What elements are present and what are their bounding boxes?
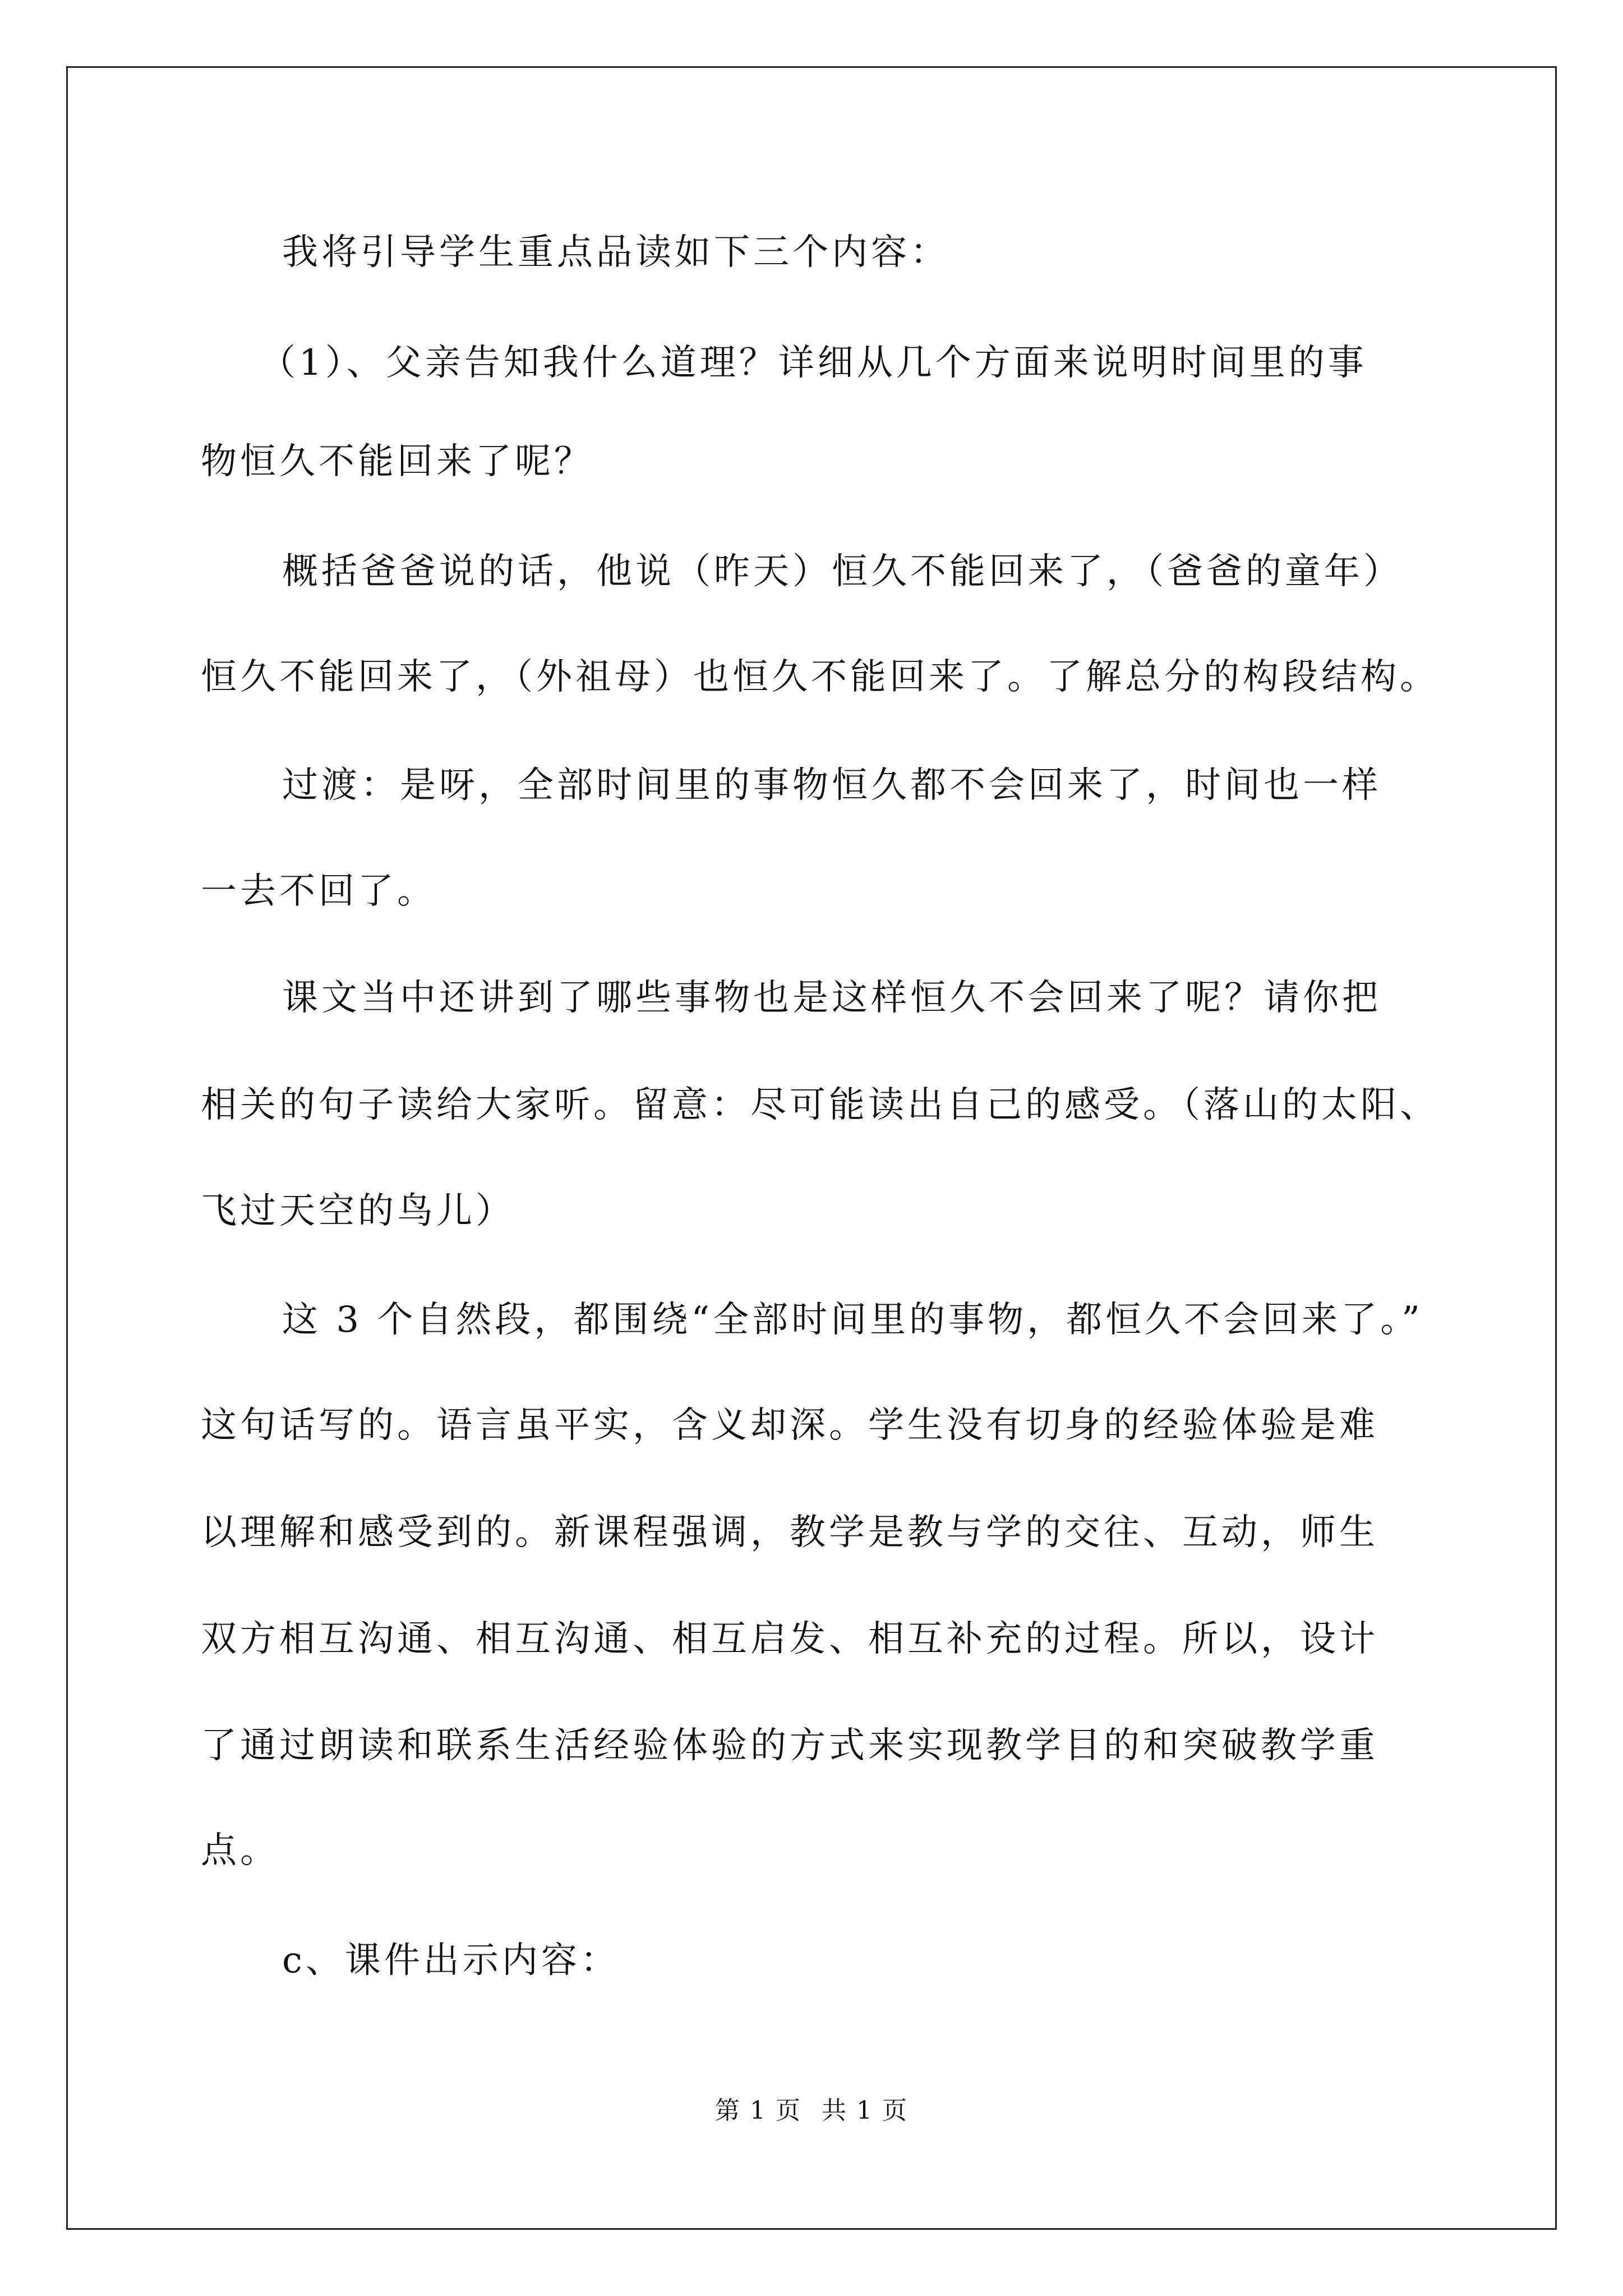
paragraph-line: 恒久不能回来了，（外祖母）也恒久不能回来了。了解总分的构段结构。 [201, 656, 1439, 698]
paragraph-line: 概括爸爸说的话，他说（昨天）恒久不能回来了，（爸爸的童年） [282, 551, 1403, 592]
paragraph-line: 物恒久不能回来了呢？ [201, 441, 593, 482]
paragraph-line: 飞过天空的鸟儿） [201, 1190, 515, 1232]
paragraph-line: 这 3 个自然段，都围绕“全部时间里的事物，都恒久不会回来了。” [282, 1299, 1423, 1341]
paragraph-line: 以理解和感受到的。新课程强调，教学是教与学的交往、互动，师生 [201, 1512, 1378, 1553]
paragraph-line: 了通过朗读和联系生活经验体验的方式来实现教学目的和突破教学重 [201, 1725, 1378, 1766]
page-number: 第 1 页 [715, 2096, 801, 2125]
paragraph-line: 双方相互沟通、相互沟通、相互启发、相互补充的过程。所以，设计 [201, 1618, 1378, 1660]
page-border [66, 66, 1557, 2230]
paragraph-line: 这句话写的。语言虽平实，含义却深。学生没有切身的经验体验是难 [201, 1405, 1378, 1446]
paragraph-line: 点。 [201, 1830, 279, 1871]
paragraph-line: 我将引导学生重点品读如下三个内容： [282, 232, 949, 273]
page-footer [0, 2096, 1623, 2125]
paragraph-line: （1）、父亲告知我什么道理？详细从几个方面来说明时间里的事 [260, 342, 1367, 384]
page-total: 共 1 页 [822, 2096, 908, 2125]
paragraph-line: 一去不回了。 [201, 871, 436, 912]
paragraph-line: 课文当中还讲到了哪些事物也是这样恒久不会回来了呢？请你把 [282, 977, 1381, 1019]
paragraph-line: 相关的句子读给大家听。留意：尽可能读出自己的感受。（落山的太阳、 [201, 1084, 1439, 1126]
paragraph-line: c、课件出示内容： [282, 1940, 620, 1981]
paragraph-line: 过渡：是呀，全部时间里的事物恒久都不会回来了，时间也一样 [282, 765, 1381, 806]
